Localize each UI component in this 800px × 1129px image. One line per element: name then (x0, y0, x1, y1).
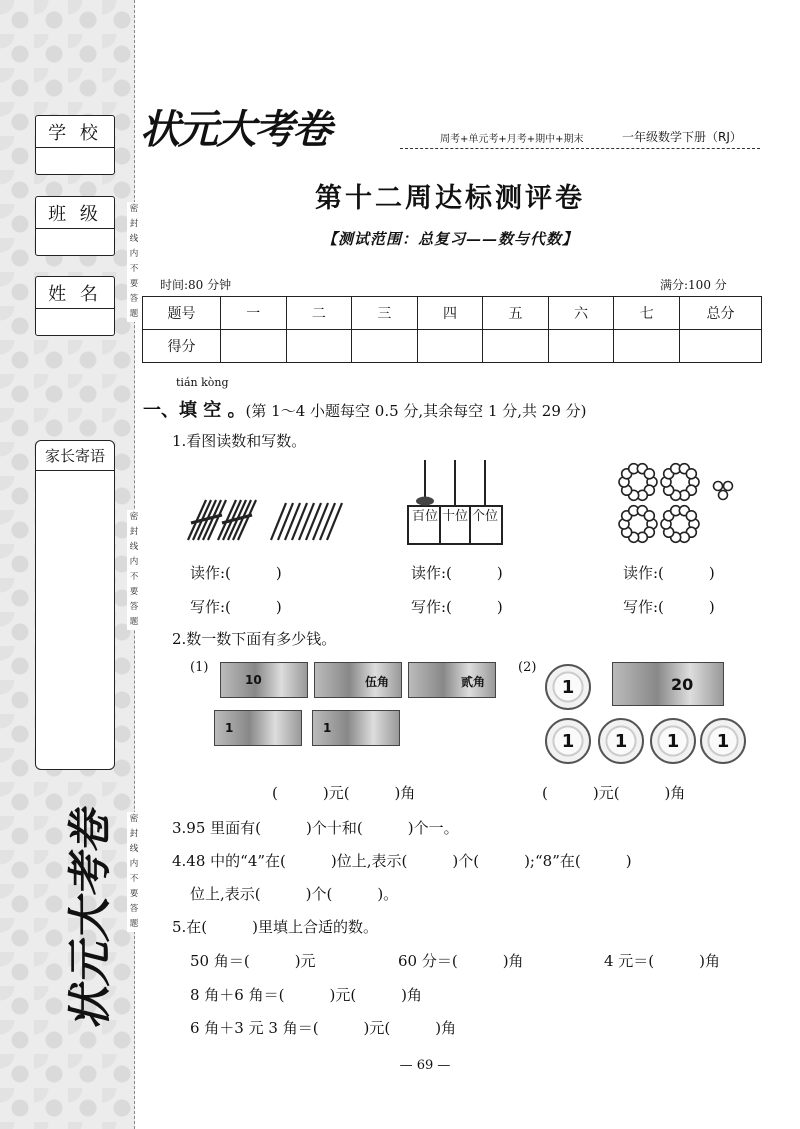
exam-tagline: 周考+单元考+月考+期中+期末 (440, 134, 584, 145)
single-sticks (271, 503, 342, 540)
brand-logo: 状元大考卷 (140, 107, 330, 153)
parent-message-label: 家长寄语 (36, 441, 114, 471)
sticks-illustration (186, 495, 386, 547)
abacus-bead (416, 497, 434, 506)
circles-illustration (618, 462, 748, 552)
seal-line-text: 密 封 线 内 不 要 答 题 (127, 812, 141, 932)
score-cell[interactable] (352, 330, 418, 363)
q1-write-3[interactable]: 写作:( ) (623, 598, 715, 616)
count-circle (644, 469, 654, 479)
count-circle (644, 511, 654, 521)
coin-1-yuan: 1 (650, 718, 696, 764)
seal-line-text: 密 封 线 内 不 要 答 题 (127, 202, 141, 322)
q5-item-e[interactable]: 6 角＋3 元 3 角＝( )元( )角 (190, 1019, 457, 1037)
q1-read-2[interactable]: 读作:( ) (411, 564, 503, 582)
section-pinyin: tián kòng (176, 376, 229, 389)
q1-write-1[interactable]: 写作:( ) (190, 598, 282, 616)
question-2: 2.数一数下面有多少钱。 (172, 630, 337, 648)
score-cell[interactable] (417, 330, 483, 363)
score-header-cell: 四 (417, 297, 483, 330)
svg-text:状元大考卷: 状元大考卷 (65, 810, 116, 1030)
page-title: 第十二周达标测评卷 (315, 183, 585, 214)
coin-1-yuan: 1 (700, 718, 746, 764)
name-field[interactable] (36, 309, 114, 335)
coin-1-yuan: 1 (545, 718, 591, 764)
q5-item-d[interactable]: 8 角＋6 角＝( )元( )角 (190, 986, 423, 1004)
q5-item-a[interactable]: 50 角＝( )元 (190, 952, 316, 970)
abacus-illustration (405, 458, 505, 548)
q1-write-2[interactable]: 写作:( ) (411, 598, 503, 616)
score-header-cell: 三 (352, 297, 418, 330)
section-title: 一、填 空 。 (143, 400, 246, 421)
score-header-cell: 总分 (680, 297, 762, 330)
count-circle (724, 482, 733, 491)
header-rule (400, 148, 760, 149)
ten-circle-group (619, 506, 657, 543)
q2-answer-2[interactable]: ( )元( )角 (542, 784, 686, 802)
question-4-line-2[interactable]: 位上,表示( )个( )。 (190, 885, 399, 903)
abacus-label-ones: 个位 (471, 509, 498, 524)
score-table (142, 296, 762, 363)
page-number: — 69 — (399, 1058, 451, 1073)
ten-circle-group (661, 464, 699, 501)
q1-read-1[interactable]: 读作:( ) (190, 564, 282, 582)
question-4-line-1[interactable]: 4.48 中的“4”在( )位上,表示( )个( );“8”在( ) (172, 852, 632, 870)
score-table-row (143, 330, 762, 363)
banknote-5-jiao: 伍角 (314, 662, 402, 698)
question-1: 1.看图读数和写数。 (172, 432, 307, 450)
abacus-label-hundreds: 百位 (411, 509, 438, 524)
banknote-20-yuan: 20 (612, 662, 724, 706)
class-label: 班 级 (36, 197, 114, 229)
school-label: 学 校 (36, 116, 114, 148)
q2-part-1: (1) (190, 660, 209, 675)
banknote-2-jiao: 贰角 (408, 662, 496, 698)
coin-1-yuan: 1 (598, 718, 644, 764)
q5-item-c[interactable]: 4 元＝( )角 (604, 952, 721, 970)
name-box (35, 276, 115, 336)
q2-answer-1[interactable]: ( )元( )角 (272, 784, 416, 802)
score-header-cell: 六 (548, 297, 614, 330)
score-header-cell: 题号 (143, 297, 221, 330)
ten-circle-group (619, 464, 657, 501)
school-field[interactable] (36, 148, 114, 174)
score-row-label: 得分 (143, 330, 221, 363)
q5-item-b[interactable]: 60 分＝( )角 (398, 952, 524, 970)
abacus-label-tens: 十位 (441, 509, 468, 524)
score-cell[interactable] (614, 330, 680, 363)
score-header-cell: 五 (483, 297, 549, 330)
seal-line-text: 密 封 线 内 不 要 答 题 (127, 510, 141, 630)
parent-message-box (35, 440, 115, 770)
name-label: 姓 名 (36, 277, 114, 309)
score-cell[interactable] (680, 330, 762, 363)
score-cell[interactable] (286, 330, 352, 363)
section-heading (143, 396, 587, 422)
score-cell[interactable] (483, 330, 549, 363)
banknote-10-yuan: 10 (220, 662, 308, 698)
score-header-cell: 七 (614, 297, 680, 330)
score-header-cell: 二 (286, 297, 352, 330)
q1-read-3[interactable]: 读作:( ) (623, 564, 715, 582)
score-header-cell: 一 (221, 297, 287, 330)
coin-1-yuan: 1 (545, 664, 591, 710)
question-3[interactable]: 3.95 里面有( )个十和( )个一。 (172, 819, 459, 837)
banknote-1-yuan: 1 (312, 710, 400, 746)
school-box (35, 115, 115, 175)
grade-label: 一年级数学下册（RJ） (622, 130, 742, 144)
banknote-1-yuan: 1 (214, 710, 302, 746)
section-note: (第 1～4 小题每空 0.5 分,其余每空 1 分,共 29 分) (245, 402, 587, 420)
score-cell[interactable] (221, 330, 287, 363)
score-cell[interactable] (548, 330, 614, 363)
time-limit: 时间:80 分钟 (160, 278, 232, 292)
q2-part-2: (2) (518, 660, 537, 675)
count-circle (719, 491, 728, 500)
count-circle (714, 482, 723, 491)
full-score: 满分:100 分 (660, 278, 727, 292)
ten-circle-group (661, 506, 699, 543)
question-5: 5.在( )里填上合适的数。 (172, 918, 379, 936)
count-circle (686, 469, 696, 479)
side-brand-logo (45, 800, 125, 1030)
test-scope: 【测试范围：总复习——数与代数】 (321, 230, 578, 248)
score-table-header-row (143, 297, 762, 330)
count-circle (686, 511, 696, 521)
